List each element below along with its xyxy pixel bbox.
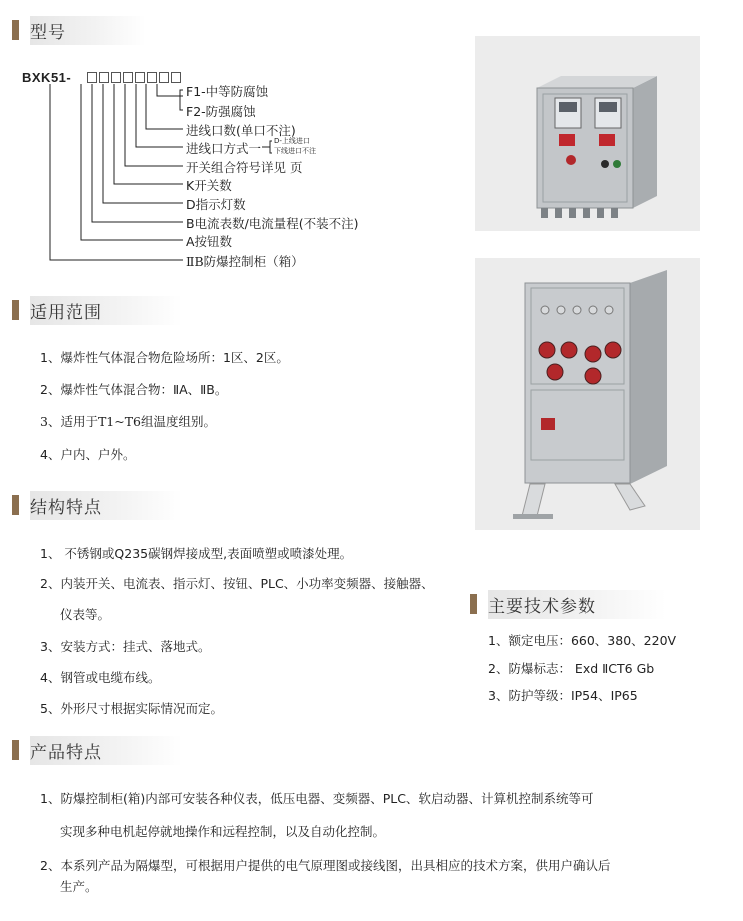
- product-photo-box: [475, 36, 700, 231]
- model-label-entry-mode: 进线口方式一: [186, 141, 262, 156]
- model-prefix: BXK51-: [22, 70, 72, 85]
- model-entry-top: D-上线进口: [274, 137, 310, 145]
- scope-item: 4、户内、户外。: [40, 447, 136, 462]
- tech-item: 1、额定电压：660、380、220V: [488, 633, 677, 648]
- section-header-tech: [470, 592, 666, 616]
- structure-item: 1、 不锈钢或Q235碳钢焊接成型,表面喷塑或喷漆处理。: [40, 546, 353, 561]
- product-photo-cabinet: [475, 258, 700, 530]
- section-title: 适用范围: [30, 296, 182, 325]
- model-label-switch-count: K开关数: [186, 178, 232, 193]
- model-label-lamp-count: D指示灯数: [186, 197, 246, 212]
- section-title: 产品特点: [30, 736, 182, 765]
- structure-item: 3、安装方式：挂式、落地式。: [40, 639, 211, 654]
- model-label-cabinet: ⅡB防爆控制柜（箱）: [186, 254, 304, 269]
- product-item-cont: 实现多种电机起停就地操作和远程控制，以及自动化控制。: [60, 824, 386, 839]
- model-entry-bottom: 下线进口不注: [274, 147, 316, 155]
- model-label-f2: F2-防强腐蚀: [186, 104, 256, 119]
- section-marker: [12, 740, 19, 760]
- section-title: 主要技术参数: [488, 590, 666, 619]
- product-item: 1、防爆控制柜(箱)内部可安装各种仪表，低压电器、变频器、PLC、软启动器、计算机控制系统等可: [40, 791, 594, 806]
- model-label-entry-count: 进线口数(单口不注): [186, 123, 296, 138]
- model-label-f1: F1-中等防腐蚀: [186, 84, 269, 99]
- structure-item: 2、内装开关、电流表、指示灯、按钮、PLC、小功率变频器、接触器、: [40, 576, 434, 591]
- product-item-cont: 生产。: [60, 879, 98, 894]
- section-marker: [12, 300, 19, 320]
- section-header-product: [12, 738, 182, 762]
- section-marker: [470, 594, 477, 614]
- model-label-button-count: A按钮数: [186, 234, 233, 249]
- model-label-ammeter: B电流表数/电流量程(不装不注): [186, 216, 359, 231]
- scope-item: 1、爆炸性气体混合物危险场所：1区、2区。: [40, 350, 289, 365]
- section-marker: [12, 495, 19, 515]
- scope-item: 2、爆炸性气体混合物：ⅡA、ⅡB。: [40, 382, 228, 397]
- model-label-switch-combo: 开关组合符号详见 页: [186, 160, 303, 175]
- section-title: 型号: [30, 16, 146, 45]
- structure-item: 4、钢管或电缆布线。: [40, 670, 161, 685]
- tech-item: 3、防护等级：IP54、IP65: [488, 688, 638, 703]
- product-item: 2、本系列产品为隔爆型，可根据用户提供的电气原理图或接线图，出具相应的技术方案，供用户确认后: [40, 858, 611, 873]
- tech-item: 2、防爆标志： Exd ⅡCT6 Gb: [488, 661, 655, 676]
- section-header-structure: [12, 493, 182, 517]
- section-title: 结构特点: [30, 491, 182, 520]
- structure-item-cont: 仪表等。: [60, 607, 111, 622]
- section-header-scope: [12, 298, 182, 322]
- structure-item: 5、外形尺寸根据实际情况而定。: [40, 701, 223, 716]
- scope-item: 3、适用于T1~T6组温度组别。: [40, 414, 217, 429]
